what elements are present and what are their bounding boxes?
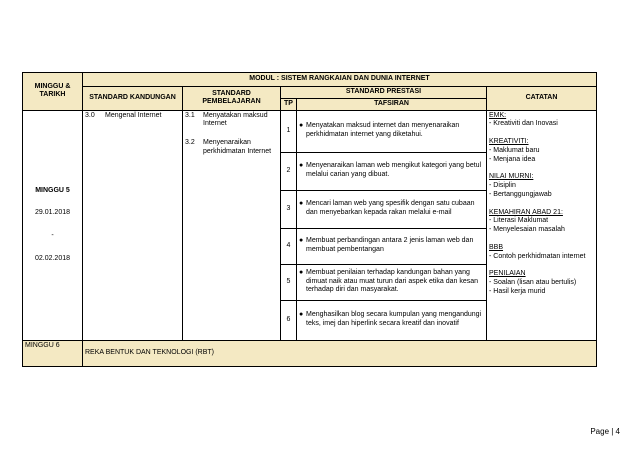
catatan-heading: NILAI MURNI: [489, 173, 534, 181]
tafsiran-text: Mencari laman web yang spesifik dengan satu cubaan dan menyebarkan kepada rakan melalui e-mail [306, 200, 475, 216]
catatan-heading: PENILAIAN [489, 270, 526, 278]
catatan-line: - Hasil kerja murid [489, 287, 546, 295]
kandungan-number: 3.0 [85, 111, 95, 119]
header-standard-prestasi: STANDARD PRESTASI [281, 87, 487, 99]
bullet-icon: ● [299, 200, 304, 208]
pembelajaran-text: Menyenaraikan perkhidmatan Internet [203, 139, 272, 155]
week-label: MINGGU 5 [35, 186, 70, 194]
catatan-heading: KREATIVITI: [489, 138, 529, 145]
tp-value: 6 [281, 300, 297, 340]
catatan-block [489, 209, 594, 235]
pembelajaran-text: Menyatakan maksud Internet [203, 111, 268, 128]
bullet-icon: ● [299, 268, 304, 276]
tafsiran-cell [297, 264, 487, 300]
week-start-date: 29.01.2018 [34, 209, 71, 217]
catatan-line: - Soalan (lisan atau bertulis) [489, 279, 577, 286]
catatan-line: - Maklumat baru [489, 146, 540, 154]
header-catatan: CATATAN [487, 87, 597, 111]
week-date-separator: - [51, 232, 54, 239]
lesson-plan-table [22, 72, 597, 367]
catatan-heading: EMK: [489, 111, 507, 119]
tp-value: 1 [281, 110, 297, 152]
standard-kandungan-cell [83, 110, 183, 340]
catatan-line: - Bertanggungjawab [489, 190, 552, 198]
header-modul: MODUL : SISTEM RANGKAIAN DAN DUNIA INTERNET [83, 73, 597, 87]
tafsiran-cell [297, 190, 487, 228]
header-tp: TP [281, 98, 297, 110]
bullet-icon: ● [299, 162, 304, 170]
tp-value: 5 [281, 264, 297, 300]
bullet-icon: ● [299, 122, 304, 130]
catatan-line: - Menyelesaian masalah [489, 226, 565, 233]
catatan-line: - Kreativiti dan Inovasi [489, 120, 558, 128]
catatan-line: - Menjana idea [489, 155, 536, 163]
page-number: Page | 4 [590, 427, 620, 436]
standard-pembelajaran-cell [183, 110, 281, 340]
catatan-block [489, 138, 594, 164]
header-tafsiran: TAFSIRAN [297, 98, 487, 110]
tafsiran-text: Membuat perbandingan antara 2 jenis laman web dan membuat pembentangan [306, 237, 474, 253]
tafsiran-text: Membuat penilaian terhadap kandungan bahan yang dimuat naik atau muat turun dari aspek etika dan kesan terhadap diri dan masyarakat. [306, 268, 478, 294]
tafsiran-cell [297, 300, 487, 340]
catatan-line: - Disiplin [489, 182, 516, 189]
header-standard-pembelajaran: STANDARD PEMBELAJARAN [183, 87, 281, 111]
tp-value: 2 [281, 152, 297, 190]
tafsiran-cell [297, 228, 487, 264]
catatan-block [489, 173, 594, 199]
catatan-heading: KEMAHIRAN ABAD 21: [489, 208, 563, 216]
catatan-heading: BBB [489, 243, 504, 251]
bullet-icon: ● [299, 311, 304, 319]
tafsiran-text: Menyenaraikan laman web mengikut kategori yang betul melalui carian yang dibuat. [306, 162, 482, 178]
catatan-block [489, 112, 594, 130]
header-standard-kandungan: STANDARD KANDUNGAN [83, 87, 183, 111]
header-minggu-tarikh: MINGGU & TARIKH [23, 73, 83, 111]
tafsiran-cell [297, 152, 487, 190]
pembelajaran-number: 3.1 [185, 111, 195, 119]
catatan-line: - Contoh perkhidmatan internet [489, 252, 586, 260]
tafsiran-text: Menyatakan maksud internet dan menyenaraikan perkhidmatan internet yang diketahui. [306, 122, 460, 138]
tafsiran-cell [297, 110, 487, 152]
kandungan-text: Mengenal Internet [105, 111, 162, 119]
pembelajaran-number: 3.2 [185, 139, 195, 146]
next-module-title: REKA BENTUK DAN TEKNOLOGI (RBT) [83, 340, 597, 366]
tp-value: 3 [281, 190, 297, 228]
catatan-cell [487, 110, 597, 340]
week-cell [23, 110, 83, 340]
catatan-line: - Literasi Maklumat [489, 217, 549, 225]
catatan-block [489, 244, 594, 262]
next-week-label: MINGGU 6 [23, 340, 83, 366]
week-end-date: 02.02.2018 [34, 254, 71, 262]
tp-value: 4 [281, 228, 297, 264]
catatan-block [489, 270, 594, 296]
tafsiran-text: Menghasilkan blog secara kumpulan yang mengandungi teks, imej dan hiperlink secara kreatif dan inovatif [306, 311, 482, 327]
bullet-icon: ● [299, 237, 304, 245]
